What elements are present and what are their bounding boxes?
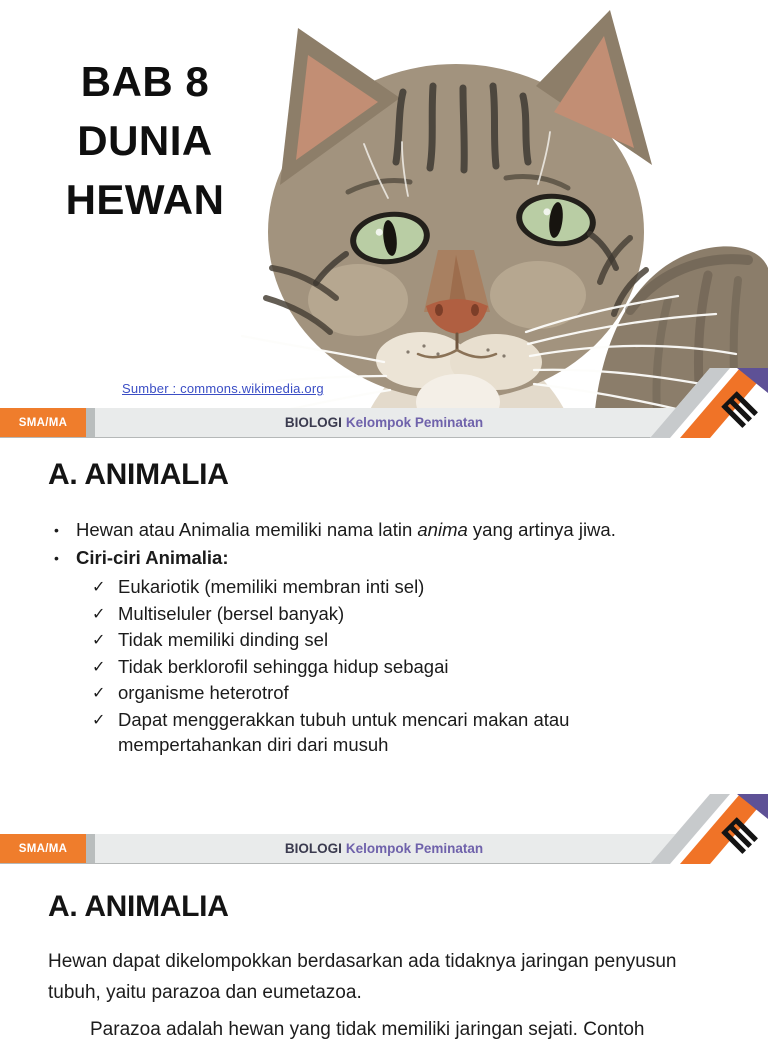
slide-3 — [0, 864, 768, 1064]
bullet-item — [0, 544, 768, 572]
title-line: BAB 8 — [80, 58, 210, 105]
checklist-item — [92, 627, 768, 654]
check-list — [92, 574, 768, 758]
footer-subject: BIOLOGI — [284, 415, 342, 430]
footer-subject-suffix: Kelompok Peminatan — [345, 841, 484, 856]
slide-1 — [0, 0, 768, 438]
bullet-text: Ciri-ciri Animalia: — [76, 547, 229, 568]
section-heading: A. ANIMALIA — [48, 458, 229, 491]
clipped-text-line: Parazoa adalah hewan yang tidak memiliki jaringan sejati. Contoh — [90, 1019, 645, 1040]
source-link[interactable]: Sumber : commons.wikimedia.org — [122, 381, 324, 396]
title-line: HEWAN — [65, 176, 225, 223]
checklist-item — [92, 574, 768, 601]
slide-title — [36, 52, 254, 229]
footer-corner-decoration — [638, 366, 768, 438]
slide-2 — [0, 438, 768, 864]
footer-subject-suffix: Kelompok Peminatan — [345, 415, 484, 430]
check-icon: ✓ — [92, 658, 106, 676]
footer-subject: BIOLOGI — [284, 841, 342, 856]
footer-badge: SMA/MA — [0, 408, 86, 437]
bullet-item — [0, 516, 768, 544]
title-line: DUNIA — [77, 117, 213, 164]
check-text: Eukariotik (memiliki membran inti sel) — [118, 576, 425, 597]
check-text: Tidak berklorofil sehingga hidup sebagai — [118, 655, 449, 677]
check-text: organisme heterotrof — [118, 682, 289, 703]
section-heading: A. ANIMALIA — [48, 890, 229, 923]
check-icon: ✓ — [92, 711, 106, 729]
checklist-item — [92, 680, 768, 707]
body-paragraph: Hewan dapat dikelompokkan berdasarkan ada tidaknya jaringan penyusun tubuh, yaitu parazoa dan eumetazoa. — [48, 951, 677, 1003]
checklist-item — [92, 707, 768, 758]
bullet-icon: • — [54, 550, 59, 566]
bullet-icon: • — [54, 522, 59, 538]
checklist-item — [92, 654, 768, 681]
check-text: Tidak memiliki dinding sel — [118, 629, 329, 650]
check-icon: ✓ — [92, 579, 106, 596]
footer-corner-decoration — [638, 792, 768, 864]
bullet-text: Hewan atau Animalia memiliki nama latin anima yang artinya jiwa. — [76, 519, 616, 540]
check-text: Dapat menggerakkan tubuh untuk mencari makan atau mempertahankan diri dari musuh — [118, 708, 570, 755]
check-icon: ✓ — [92, 605, 106, 623]
bullet-list — [0, 516, 768, 758]
check-icon: ✓ — [92, 632, 106, 649]
check-text: Multiseluler (bersel banyak) — [118, 602, 345, 624]
check-icon: ✓ — [92, 685, 106, 702]
footer-badge: SMA/MA — [0, 834, 86, 863]
cat-head — [266, 10, 652, 430]
checklist-item — [92, 601, 768, 628]
